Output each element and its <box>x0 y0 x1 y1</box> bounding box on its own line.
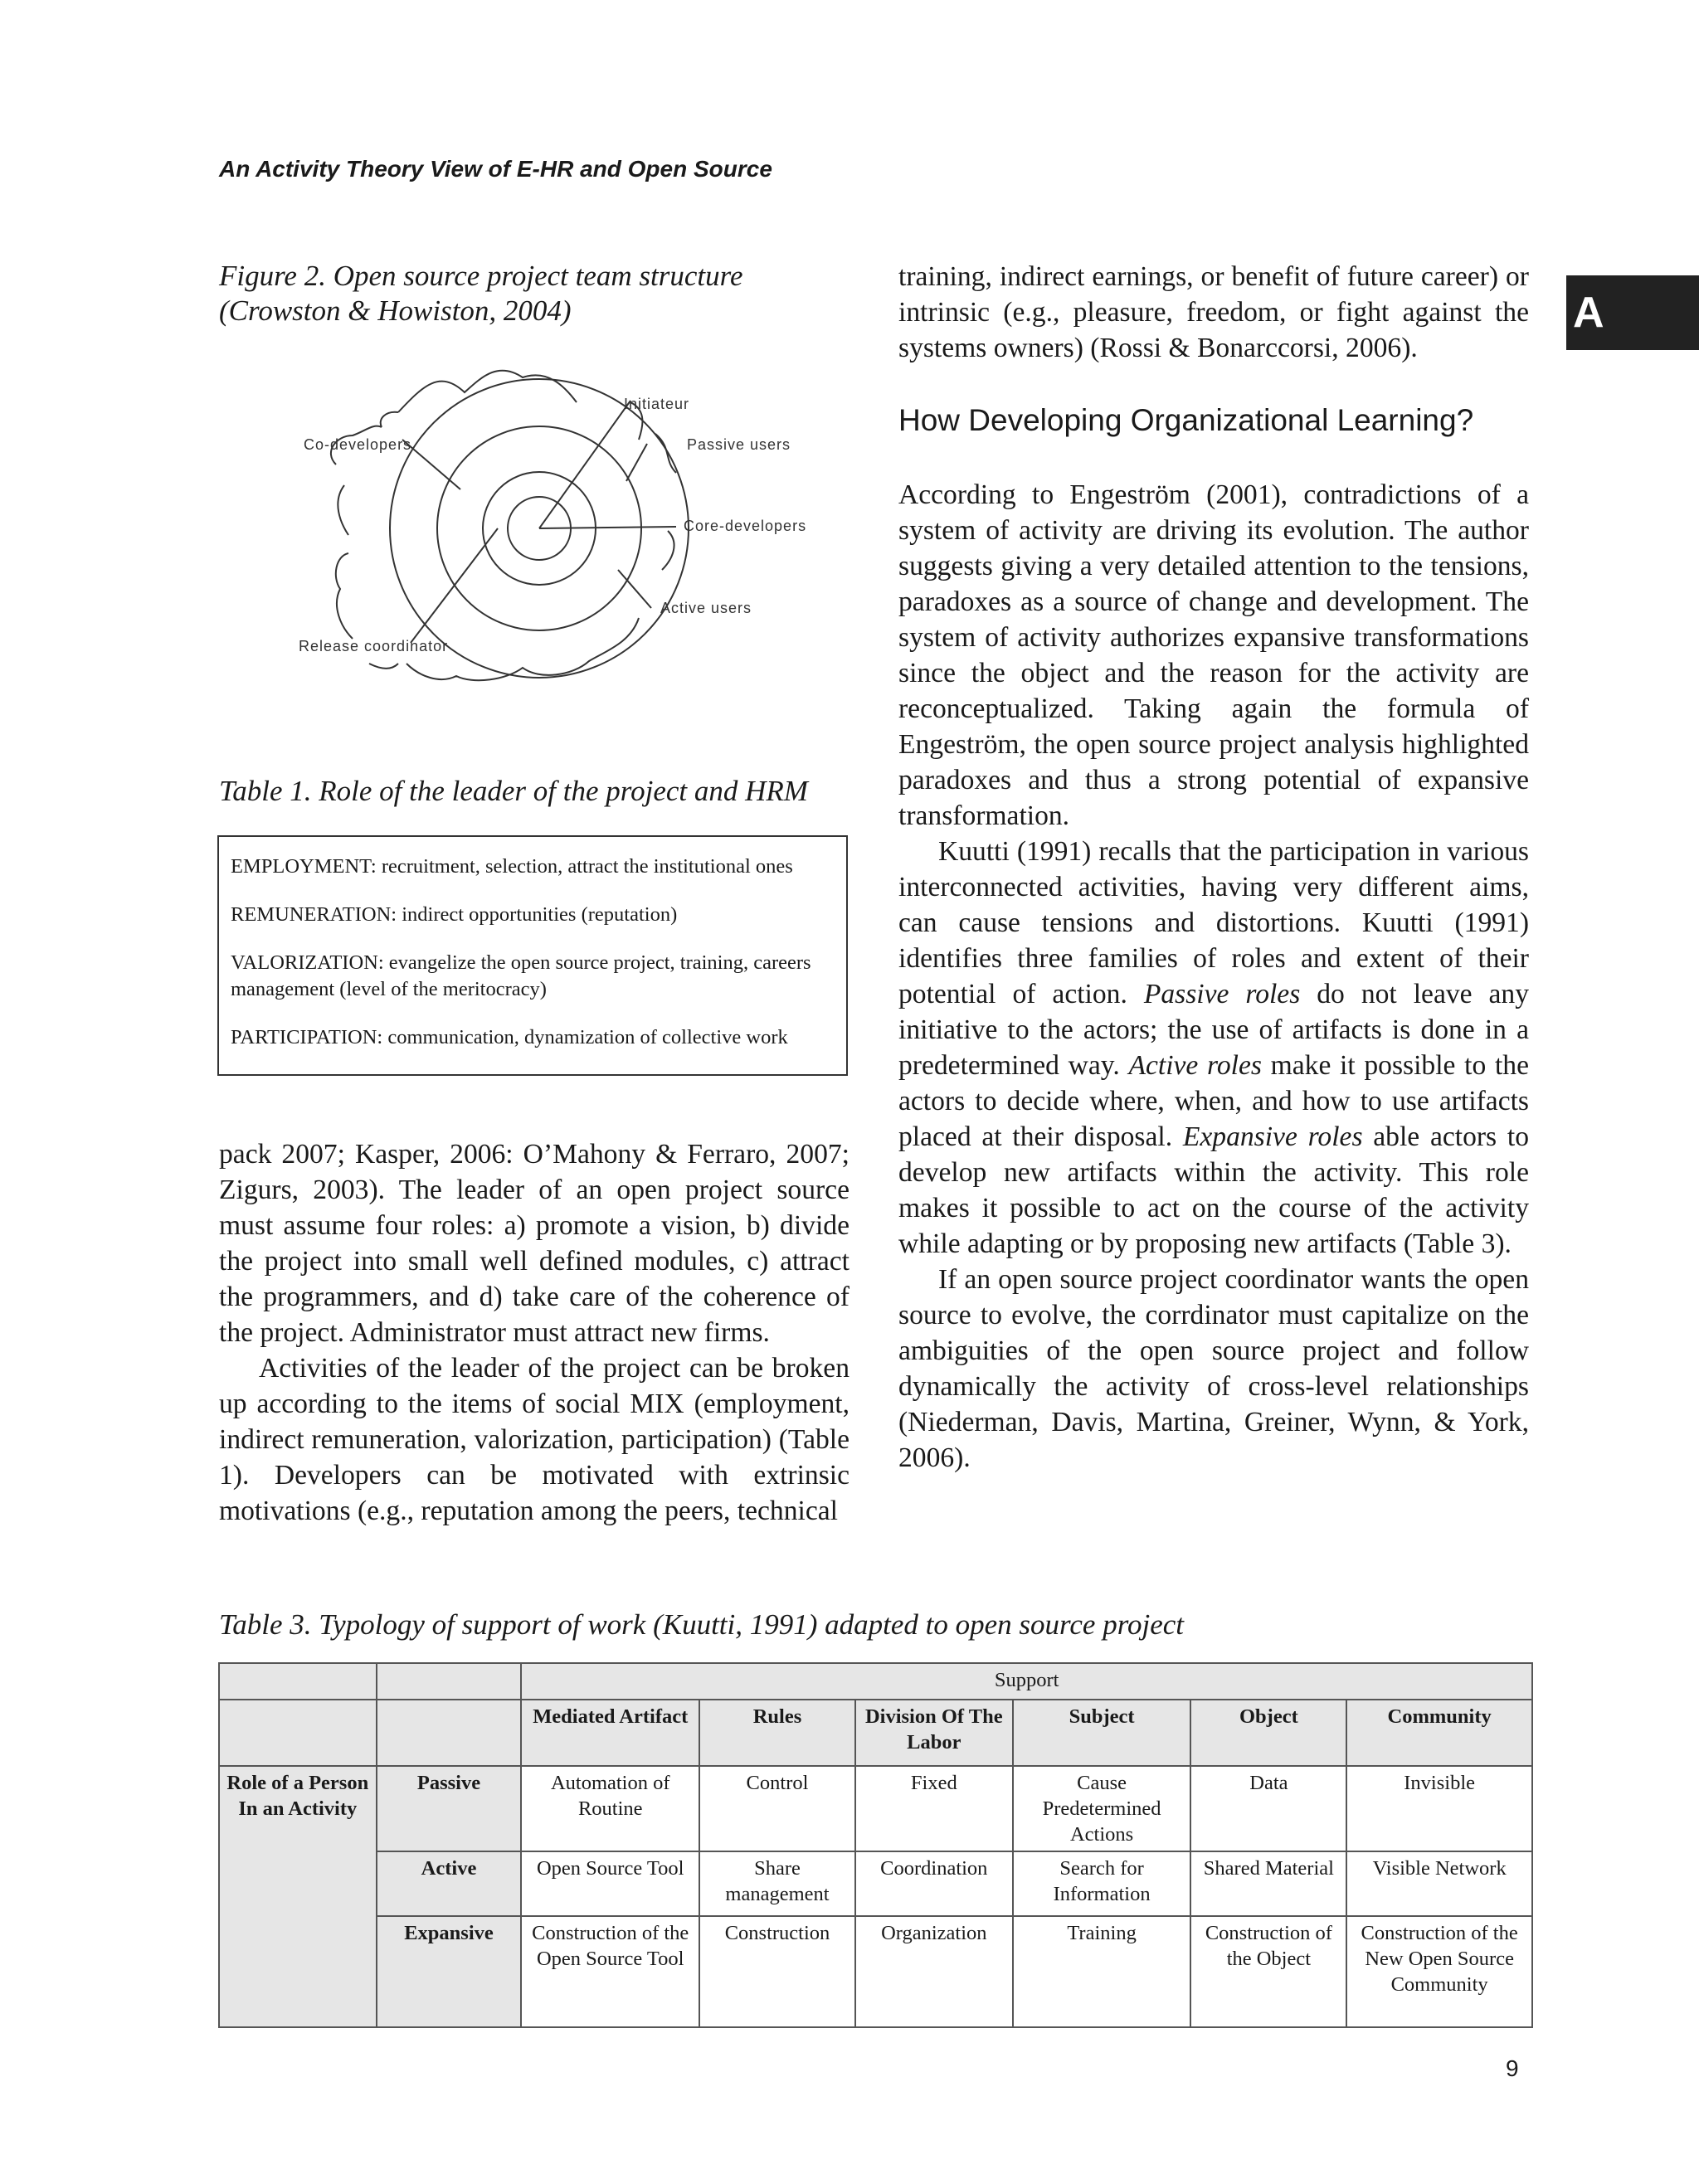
table1-row: PARTICIPATION: communication, dynamization of collective work <box>231 1026 788 1048</box>
label-passive-users: Passive users <box>687 436 791 453</box>
right-paragraph-0: training, indirect earnings, or benefit of future career) or intrinsic (e.g., pleasure, freedom, or fight against the systems owners) (Rossi & Bonarccorsi, 2006). <box>898 261 1529 363</box>
label-core-developers: Core-developers <box>684 518 807 534</box>
table3-column-header: Division Of The Labor <box>855 1700 1013 1766</box>
table3-role: Expansive <box>377 1916 522 2027</box>
table3-cell: Control <box>699 1766 855 1851</box>
label-release-coordinator: Release coordinator <box>299 638 449 654</box>
right-column <box>898 477 1529 1476</box>
table3-corner-cell <box>377 1700 522 1766</box>
left-paragraph-1: pack 2007; Kasper, 2006: O’Mahony & Ferraro, 2007; Zigurs, 2003). The leader of an open project source must assume four roles: a) promote a vision, b) divide the project into small well defined modules, c) attract the programmers, and d) take care of the coherence of the project. Administrator must attract new firms. <box>219 1139 850 1348</box>
right-paragraph-1: According to Engeström (2001), contradictions of a system of activity are driving its evolution. The author suggests giving a very detailed attention to the tensions, paradoxes as a source of change and development. The system of activity authorizes expansive transformations since the object and the reason for the activity are reconceptualized. Taking again the formula of Engeström, the open source project analysis highlighted paradoxes and thus a strong potential of expansive transformation. <box>898 479 1529 831</box>
table3-cell: Share management <box>699 1851 855 1916</box>
table3-cell: Visible Network <box>1346 1851 1532 1916</box>
table3-role: Active <box>377 1851 522 1916</box>
table3-corner-cell <box>219 1663 377 1700</box>
running-header: An Activity Theory View of E-HR and Open Source <box>219 156 772 182</box>
table3-corner-cell <box>377 1663 522 1700</box>
table3-column-header: Subject <box>1013 1700 1191 1766</box>
table3-cell: Invisible <box>1346 1766 1532 1851</box>
table3-row <box>219 1916 1532 2027</box>
team-structure-diagram <box>274 353 854 705</box>
table3-cell: Construction <box>699 1916 855 2027</box>
table1-row: EMPLOYMENT: recruitment, selection, attract the institutional ones <box>231 855 793 878</box>
table3-corner-cell <box>219 1700 377 1766</box>
table3 <box>218 1662 1533 2028</box>
table1 <box>217 835 848 1076</box>
table3-cell: Fixed <box>855 1766 1013 1851</box>
table1-caption: Table 1. Role of the leader of the project and HRM <box>219 775 808 807</box>
table3-cell: Training <box>1013 1916 1191 2027</box>
left-paragraph-2: Activities of the leader of the project can be broken up according to the items of social MIX (employment, indirect remuneration, valorization, participation) (Table 1). Developers can be motivated with extrinsic motivations (e.g., reputation among the peers, technical <box>219 1353 850 1526</box>
right-paragraph-2: Kuutti (1991) recalls that the participation in various interconnected activities, having very different aims, can cause tensions and distortions. Kuutti (1991) identifies three families of roles and extent of their potential of action. Passive roles do not leave any initiative to the actors; the use of artifacts is done in a predetermined way. Active roles make it possible to the actors to decide where, when, and how to use artifacts placed at their disposal. Expansive roles able actors to develop new artifacts within the activity. This role makes it possible to act on the course of the activity while adapting or by proposing new artifacts (Table 3). <box>898 836 1529 1259</box>
table3-cell: Cause Predetermined Actions <box>1013 1766 1191 1851</box>
table3-cell: Construction of the New Open Source Community <box>1346 1916 1532 2027</box>
table3-cell: Construction of the Open Source Tool <box>521 1916 699 2027</box>
section-tab: A <box>1566 275 1699 350</box>
table3-row-group-label: Role of a Person In an Activity <box>219 1766 377 2027</box>
table3-column-header: Mediated Artifact <box>521 1700 699 1766</box>
table1-row: REMUNERATION: indirect opportunities (reputation) <box>231 903 678 926</box>
table3-cell: Data <box>1190 1766 1346 1851</box>
table3-cell: Open Source Tool <box>521 1851 699 1916</box>
label-active-users: Active users <box>660 600 752 616</box>
label-initiateur: Initiateur <box>624 396 690 412</box>
right-column-top <box>898 259 1529 366</box>
table3-caption: Table 3. Typology of support of work (Kuutti, 1991) adapted to open source project <box>219 1608 1185 1641</box>
section-heading: How Developing Organizational Learning? <box>898 403 1474 437</box>
table3-cell: Search for Information <box>1013 1851 1191 1916</box>
table3-column-header: Community <box>1346 1700 1532 1766</box>
right-paragraph-3: If an open source project coordinator wants the open source to evolve, the corrdinator must capitalize on the ambiguities of the open source project and follow dynamically the activity of cross-level relationships (Niederman, Davis, Martina, Greiner, Wynn, & York, 2006). <box>898 1264 1529 1473</box>
label-co-developers: Co-developers <box>304 436 412 453</box>
table3-column-header: Rules <box>699 1700 855 1766</box>
left-column <box>219 1136 850 1529</box>
table3-column-header: Object <box>1190 1700 1346 1766</box>
table3-row <box>219 1851 1532 1916</box>
table3-cell: Coordination <box>855 1851 1013 1916</box>
outer-community-boundary <box>331 371 676 681</box>
figure-caption: Figure 2. Open source project team structure (Crowston & Howiston, 2004) <box>219 260 743 327</box>
table3-cell: Shared Material <box>1190 1851 1346 1916</box>
table3-row <box>219 1766 1532 1851</box>
table3-cell: Construction of the Object <box>1190 1916 1346 2027</box>
table3-support-header: Support <box>521 1663 1532 1700</box>
table1-row: VALORIZATION: evangelize the open source project, training, careers management (level of the meritocracy) <box>231 951 811 1000</box>
table3-cell: Automation of Routine <box>521 1766 699 1851</box>
table3-role: Passive <box>377 1766 522 1851</box>
table3-cell: Organization <box>855 1916 1013 2027</box>
page-number: 9 <box>1506 2055 1519 2081</box>
